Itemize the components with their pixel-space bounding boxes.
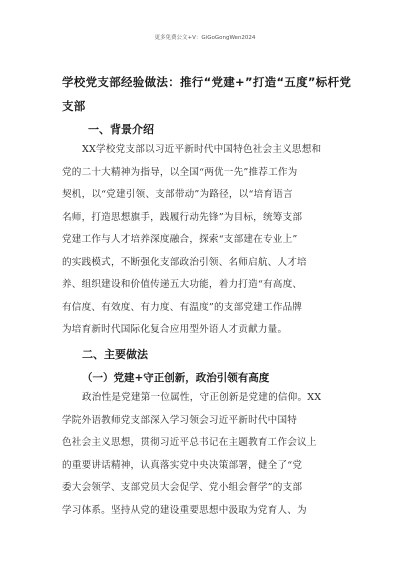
- paragraph-line: 为培育新时代国际化复合应用型外语人才贡献力量。: [62, 324, 288, 335]
- paragraph-line: 名师，打造思想旗手，践履行动先锋”为目标，统筹支部: [62, 211, 303, 223]
- paragraph-line: 的重要讲话精神，认真落实党中央决策部署，健全了“党: [62, 459, 303, 471]
- document-title: [62, 70, 352, 118]
- subsection-paragraph: [62, 387, 352, 522]
- paragraph-line: 学习体系。坚持从党的建设重要思想中汲取为党育人、为: [62, 504, 307, 516]
- title-line: 学校党支部经验做法：推行“党建+”打造“五度”标杆党: [62, 75, 352, 89]
- paragraph-line: 色社会主义思想，贯彻习近平总书记在主题教育工作会议上: [62, 437, 317, 448]
- header-watermark: 更多免费公文+V：GiGoGongWen2024: [154, 35, 256, 41]
- section-heading-background: 一、背景介绍: [88, 123, 154, 136]
- paragraph-line: 党的二十大精神为指导，以全国“两优一先”推荐工作为: [62, 166, 298, 178]
- section-heading-practices: 二、主要做法: [82, 348, 148, 361]
- paragraph-line: 养、组织建设和价值传递五大功能，着力打造“有高度、: [62, 279, 303, 290]
- subsection-heading: （一）党建+守正创新，政治引领有高度: [82, 372, 270, 384]
- paragraph-line: 的实践模式，不断强化支部政治引领、名师启航、人才培: [62, 256, 307, 268]
- paragraph-line: 政治性是党建第一位属性，守正创新是党建的信仰。XX: [82, 392, 322, 403]
- title-line: 支部: [62, 99, 86, 113]
- paragraph-line: 契机，以“党建引领、支部带动”为路径，以“培育语言: [62, 189, 293, 200]
- paragraph-line: 有信度、有效度、有力度、有温度”的支部党建工作品牌: [62, 301, 303, 313]
- section-background-paragraph: [62, 139, 352, 342]
- paragraph-line: XX学校党支部以习近平新时代中国特色社会主义思想和: [82, 144, 322, 155]
- paragraph-line: 委大会领学、支部党员大会促学、党小组会督学”的支部: [62, 482, 303, 493]
- paragraph-line: 党建工作与人才培养深度融合，探索“支部建在专业上”: [62, 234, 298, 245]
- paragraph-line: 学院外语教师党支部深入学习领会习近平新时代中国特: [62, 414, 298, 426]
